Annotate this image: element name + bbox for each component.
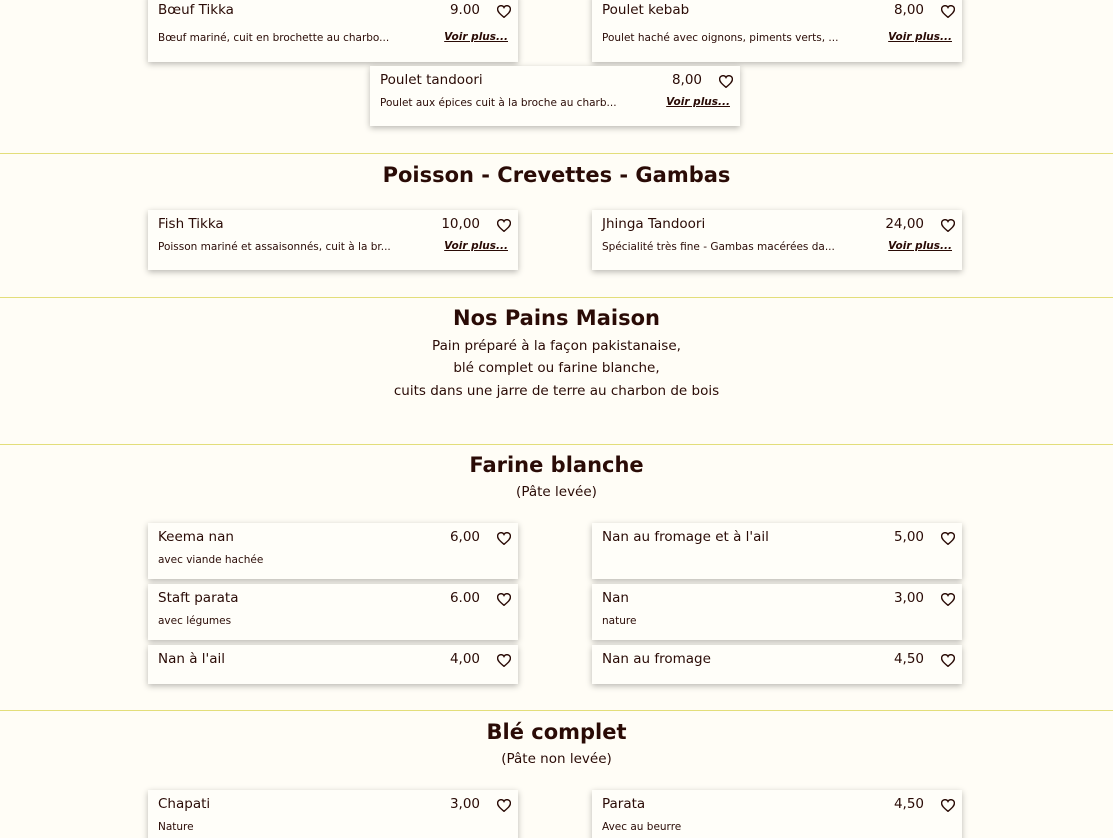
item-price: 8,00: [671, 72, 702, 88]
menu-item-jhinga-tandoori[interactable]: [592, 210, 962, 270]
item-description: Avec au beurre: [602, 821, 682, 833]
section-title-ble: Blé complet: [486, 720, 627, 744]
menu-item-nan[interactable]: [592, 584, 962, 640]
section-divider: [0, 444, 1113, 445]
item-description: Poulet aux épices cuit à la broche au charb...: [380, 97, 617, 109]
section-divider: [0, 297, 1113, 298]
item-name: Keema nan: [158, 529, 234, 545]
heart-outline-icon[interactable]: [719, 75, 733, 88]
item-name: Fish Tikka: [158, 216, 224, 232]
menu-item-poulet-tandoori[interactable]: [370, 66, 740, 126]
item-price: 8,00: [893, 2, 924, 18]
item-description: Poisson mariné et assaisonnés, cuit à la br...: [158, 241, 391, 253]
section-title-poisson: Poisson - Crevettes - Gambas: [382, 163, 731, 187]
item-price: 9.00: [449, 2, 480, 18]
menu-item-nan-fromage-ail[interactable]: [592, 523, 962, 579]
heart-outline-icon[interactable]: [941, 532, 955, 545]
item-name: Bœuf Tikka: [158, 2, 234, 18]
section-intro-line: Pain préparé à la façon pakistanaise,: [432, 338, 681, 354]
heart-outline-icon[interactable]: [497, 219, 511, 232]
item-price: 10,00: [441, 216, 480, 232]
voir-plus-link[interactable]: Voir plus...: [444, 31, 508, 43]
heart-outline-icon[interactable]: [497, 532, 511, 545]
item-price: 5,00: [893, 529, 924, 545]
item-price: 4,50: [893, 651, 924, 667]
item-name: Jhinga Tandoori: [602, 216, 706, 232]
item-name: Staft parata: [158, 590, 239, 606]
menu-item-chapati[interactable]: [148, 790, 518, 838]
item-price: 3,00: [893, 590, 924, 606]
voir-plus-link[interactable]: Voir plus...: [666, 96, 730, 108]
voir-plus-link[interactable]: Voir plus...: [888, 31, 952, 43]
item-name: Poulet tandoori: [380, 72, 483, 88]
menu-item-staft-parata[interactable]: [148, 584, 518, 640]
heart-outline-icon[interactable]: [941, 5, 955, 18]
menu-item-fish-tikka[interactable]: [148, 210, 518, 270]
item-name: Nan à l'ail: [158, 651, 226, 667]
item-name: Nan: [602, 590, 629, 606]
menu-item-nan-ail[interactable]: [148, 645, 518, 684]
heart-outline-icon[interactable]: [497, 654, 511, 667]
voir-plus-link[interactable]: Voir plus...: [888, 240, 952, 252]
item-price: 3,00: [449, 796, 480, 812]
section-title-farine: Farine blanche: [469, 453, 644, 477]
heart-outline-icon[interactable]: [497, 799, 511, 812]
item-description: nature: [602, 615, 637, 627]
item-name: Nan au fromage: [602, 651, 711, 667]
heart-outline-icon[interactable]: [941, 654, 955, 667]
menu-item-nan-fromage[interactable]: [592, 645, 962, 684]
menu-item-poulet-kebab[interactable]: [592, 0, 962, 62]
section-subtitle-ble: (Pâte non levée): [501, 751, 612, 767]
section-divider: [0, 153, 1113, 154]
item-name: Parata: [602, 796, 646, 812]
item-description: avec légumes: [158, 615, 232, 627]
heart-outline-icon[interactable]: [941, 219, 955, 232]
section-intro-line: cuits dans une jarre de terre au charbon de bois: [393, 383, 720, 399]
item-price: 24,00: [885, 216, 924, 232]
item-description: Poulet haché avec oignons, piments verts, ...: [602, 32, 839, 44]
section-subtitle-farine: (Pâte levée): [516, 484, 597, 500]
item-description: Nature: [158, 821, 194, 833]
section-title-pains: Nos Pains Maison: [453, 306, 660, 330]
item-name: Poulet kebab: [602, 2, 690, 18]
menu-item-parata[interactable]: [592, 790, 962, 838]
item-description: avec viande hachée: [158, 554, 264, 566]
item-description: Spécialité très fine - Gambas macérées da...: [602, 241, 835, 253]
voir-plus-link[interactable]: Voir plus...: [444, 240, 508, 252]
heart-outline-icon[interactable]: [497, 5, 511, 18]
menu-item-keema-nan[interactable]: [148, 523, 518, 579]
section-divider: [0, 710, 1113, 711]
heart-outline-icon[interactable]: [941, 593, 955, 606]
item-price: 6.00: [449, 590, 480, 606]
item-price: 4,00: [449, 651, 480, 667]
section-intro-line: blé complet ou farine blanche,: [453, 360, 660, 376]
item-description: Bœuf mariné, cuit en brochette au charbo...: [158, 32, 390, 44]
heart-outline-icon[interactable]: [941, 799, 955, 812]
menu-item-boeuf-tikka[interactable]: [148, 0, 518, 62]
heart-outline-icon[interactable]: [497, 593, 511, 606]
item-price: 6,00: [449, 529, 480, 545]
item-name: Nan au fromage et à l'ail: [602, 529, 769, 545]
item-price: 4,50: [893, 796, 924, 812]
item-name: Chapati: [158, 796, 211, 812]
